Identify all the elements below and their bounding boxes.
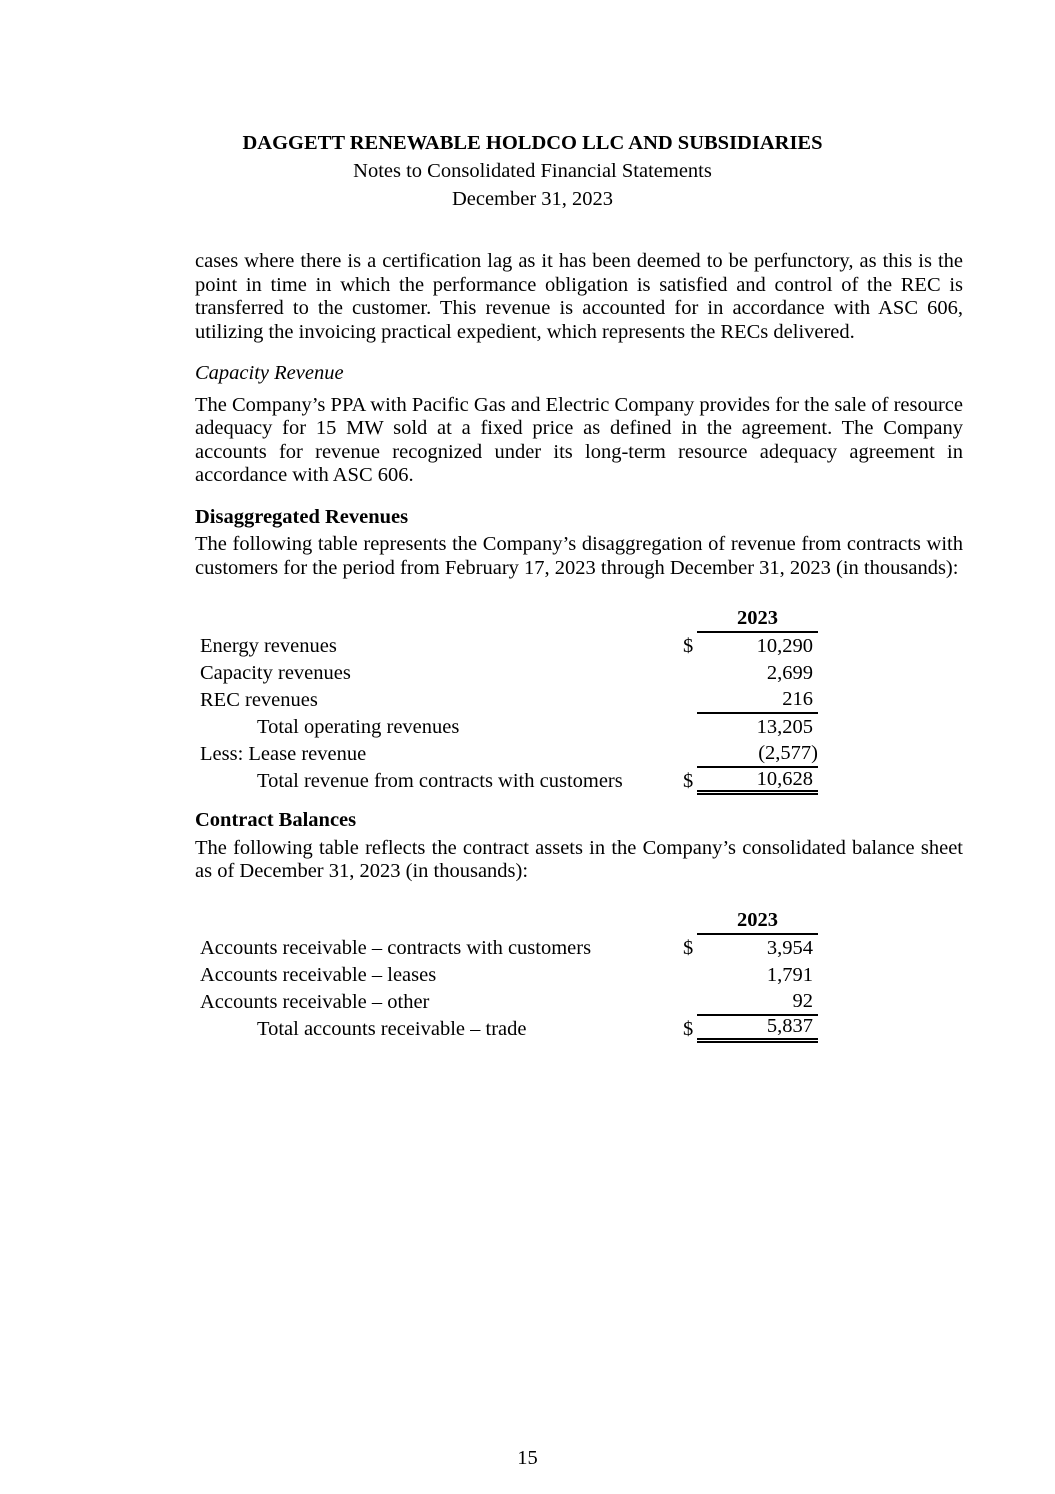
company-title: DAGGETT RENEWABLE HOLDCO LLC AND SUBSIDIARIES — [242, 132, 823, 154]
contract-balances-heading: Contract Balances — [195, 809, 357, 831]
row-label: Total operating revenues — [257, 716, 460, 738]
table-row — [195, 687, 818, 714]
row-value: 5,837 — [697, 1016, 818, 1043]
row-value: (2,577) — [697, 741, 818, 768]
row-label: Accounts receivable – other — [200, 990, 430, 1013]
row-label: Total revenue from contracts with customers — [257, 770, 623, 792]
dollar-column-spacer — [683, 908, 697, 935]
disaggregated-revenues-heading: Disaggregated Revenues — [195, 505, 409, 528]
document-subtitle: Notes to Consolidated Financial Statements — [353, 160, 712, 182]
table-row — [195, 935, 818, 962]
row-value: 2,699 — [766, 662, 813, 684]
capacity-revenue-paragraph: The Company’s PPA with Pacific Gas and Electric Company provides for the sale of resource adequacy for 15 MW sold at a fixed price as defined in the agreement. The Company accounts for revenue recognized under its long-term resource adequacy agreement in accordance with ASC 606. — [195, 393, 963, 486]
contract-balances-paragraph: The following table reflects the contract assets in the Company’s consolidated balance sheet as of December 31, 2023 (in thousands): — [195, 836, 963, 882]
accounts-receivable-table — [195, 908, 818, 1043]
table-row — [195, 989, 818, 1016]
receivables-table-rows — [195, 935, 818, 1043]
intro-paragraph: cases where there is a certification lag as it has been deemed to be perfunctory, as this is the point in time in which the performance obligation is satisfied and control of the REC is transferred to the customer. This revenue is accounted for in accordance with ASC 606, utilizing the invoicing practical expedient, which represents the RECs delivered. — [195, 250, 963, 343]
dollar-sign — [683, 741, 697, 768]
dollar-sign: $ — [683, 770, 694, 792]
table-row — [195, 633, 818, 660]
table-header-row — [195, 908, 818, 935]
capacity-revenue-heading: Capacity Revenue — [195, 362, 344, 384]
row-value: 216 — [697, 687, 818, 714]
row-value: 3,954 — [766, 936, 813, 959]
row-value: 1,791 — [766, 963, 813, 986]
row-label: Energy revenues — [200, 635, 337, 657]
table-row — [195, 768, 818, 795]
table-header-row — [195, 606, 818, 633]
row-label: Accounts receivable – leases — [200, 963, 437, 986]
table-row — [195, 741, 818, 768]
table-row — [195, 962, 818, 989]
table-row — [195, 714, 818, 741]
dollar-sign — [683, 687, 697, 714]
table-row — [195, 1016, 818, 1043]
dollar-sign — [683, 660, 697, 687]
dollar-column-spacer — [683, 606, 697, 633]
disaggregated-revenues-paragraph: The following table represents the Company’s disaggregation of revenue from contracts with customers for the period from February 17, 2023 through December 31, 2023 (in thousands): — [195, 533, 963, 579]
document-header — [0, 129, 1055, 213]
dollar-sign: $ — [683, 635, 694, 657]
year-column-header: 2023 — [697, 908, 818, 935]
revenue-table-rows — [195, 633, 818, 795]
dollar-sign: $ — [683, 1017, 694, 1040]
table-row — [195, 660, 818, 687]
row-label: Less: Lease revenue — [200, 743, 367, 765]
year-column-header: 2023 — [697, 606, 818, 633]
row-label: Capacity revenues — [200, 662, 351, 684]
row-label: REC revenues — [200, 689, 318, 711]
dollar-sign: $ — [683, 936, 694, 959]
page-body — [195, 250, 963, 1043]
dollar-sign — [683, 962, 697, 989]
statement-date: December 31, 2023 — [451, 188, 614, 210]
revenue-disaggregation-table — [195, 606, 818, 795]
dollar-sign — [683, 714, 697, 741]
row-label: Accounts receivable – contracts with customers — [200, 936, 592, 959]
dollar-sign — [683, 989, 697, 1016]
row-label: Total accounts receivable – trade — [257, 1017, 527, 1040]
row-value: 10,290 — [756, 635, 813, 657]
page-number: 15 — [517, 1447, 538, 1469]
row-value: 13,205 — [756, 716, 813, 738]
row-value: 92 — [697, 989, 818, 1016]
row-value: 10,628 — [697, 768, 818, 795]
